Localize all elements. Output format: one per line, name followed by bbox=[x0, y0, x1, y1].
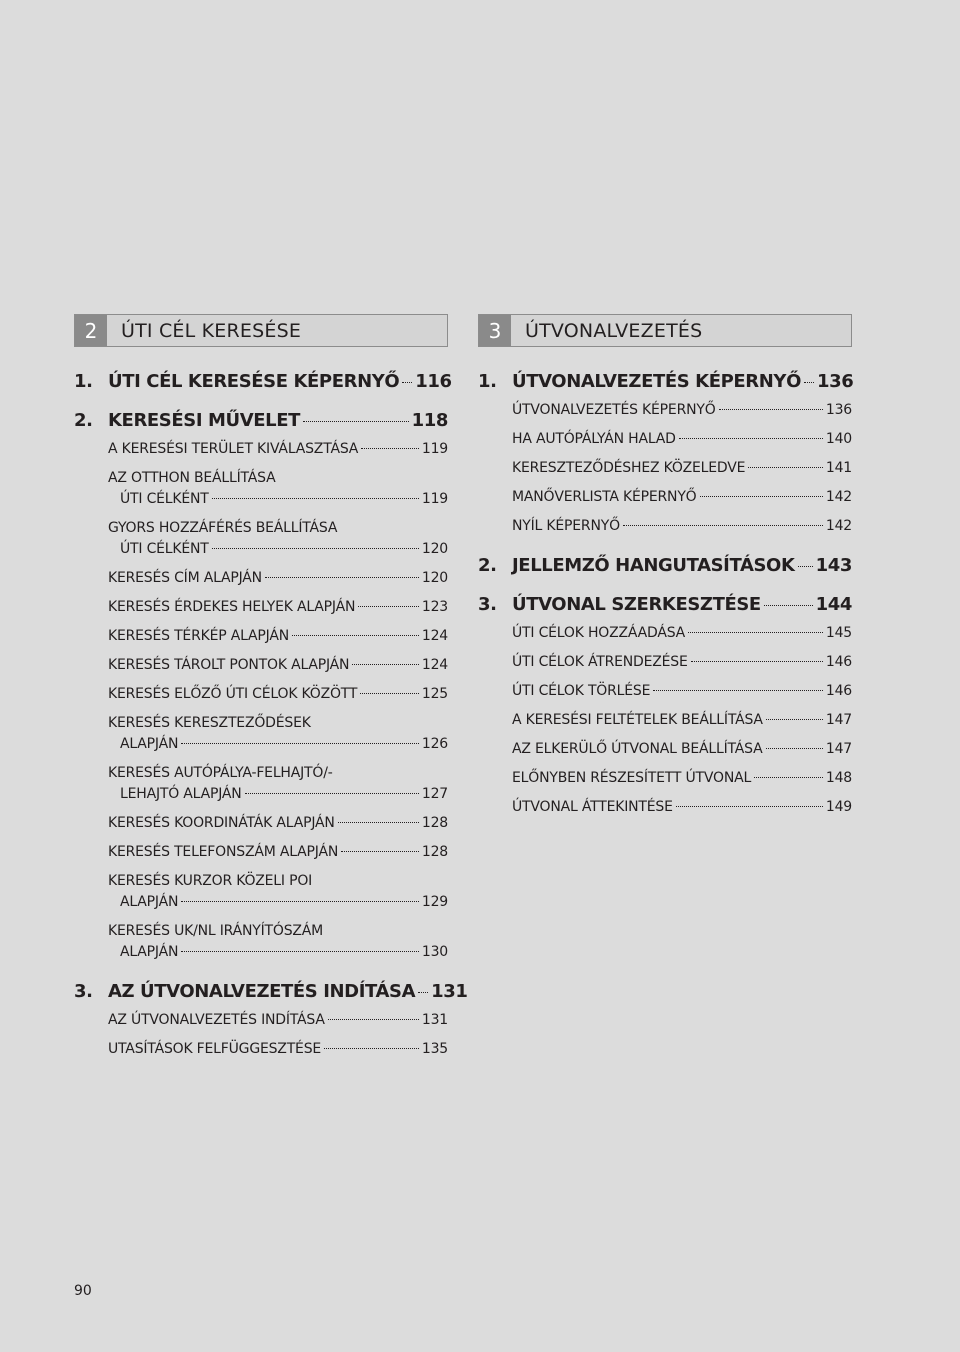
toc-item-link[interactable] bbox=[478, 681, 852, 702]
toc-chapter-link[interactable] bbox=[74, 371, 452, 392]
chapter-number: 2. bbox=[478, 555, 497, 576]
dot-leader bbox=[181, 743, 419, 744]
item-page: 123 bbox=[421, 599, 448, 615]
item-title: AZ OTTHON BEÁLLÍTÁSA bbox=[108, 470, 276, 486]
dot-leader bbox=[766, 719, 823, 720]
item-title-line2: LEHAJTÓ ALAPJÁN bbox=[120, 786, 242, 802]
item-title: AZ ELKERÜLŐ ÚTVONAL BEÁLLÍTÁSA bbox=[512, 741, 763, 757]
dot-leader bbox=[303, 421, 409, 422]
item-page: 131 bbox=[421, 1012, 448, 1028]
item-title: NYÍL KÉPERNYŐ bbox=[512, 518, 620, 534]
toc-item-link[interactable] bbox=[478, 768, 852, 789]
item-title: MANŐVERLISTA KÉPERNYŐ bbox=[512, 489, 697, 505]
dot-leader bbox=[292, 635, 419, 636]
dot-leader bbox=[700, 496, 823, 497]
item-title-line2: ÚTI CÉLKÉNT bbox=[120, 491, 209, 507]
dot-leader bbox=[798, 566, 813, 567]
toc-item-link[interactable] bbox=[74, 518, 448, 560]
item-title: KERESZTEZŐDÉSHEZ KÖZELEDVE bbox=[512, 460, 746, 476]
toc-item-link[interactable] bbox=[478, 429, 852, 450]
dot-leader bbox=[338, 822, 419, 823]
toc-item-link[interactable] bbox=[74, 921, 448, 963]
item-title: ÚTVONAL ÁTTEKINTÉSE bbox=[512, 799, 673, 815]
toc-item-link[interactable] bbox=[74, 813, 448, 834]
toc-item-link[interactable] bbox=[478, 458, 852, 479]
dot-leader bbox=[360, 693, 419, 694]
item-title-line2: ÚTI CÉLKÉNT bbox=[120, 541, 209, 557]
dot-leader bbox=[754, 777, 823, 778]
chapter-number: 3. bbox=[74, 981, 93, 1002]
item-page: 120 bbox=[421, 541, 448, 557]
item-page: 147 bbox=[825, 712, 852, 728]
section-title: ÚTVONALVEZETÉS bbox=[525, 319, 703, 342]
item-page: 142 bbox=[825, 489, 852, 505]
item-page: 145 bbox=[825, 625, 852, 641]
chapter-title: AZ ÚTVONALVEZETÉS INDÍTÁSA bbox=[108, 981, 416, 1002]
item-page: 136 bbox=[825, 402, 852, 418]
item-title: KERESÉS KURZOR KÖZELI POI bbox=[108, 873, 313, 889]
item-title: GYORS HOZZÁFÉRÉS BEÁLLÍTÁSA bbox=[108, 520, 338, 536]
toc-item-link[interactable] bbox=[74, 468, 448, 510]
item-page: 125 bbox=[421, 686, 448, 702]
toc-item-link[interactable] bbox=[478, 797, 852, 818]
item-title-line2: ALAPJÁN bbox=[120, 894, 179, 910]
item-title-continued bbox=[108, 784, 448, 805]
item-page: 119 bbox=[421, 491, 448, 507]
chapter-title: KERESÉSI MŰVELET bbox=[108, 410, 300, 431]
dot-leader bbox=[352, 664, 419, 665]
item-page: 129 bbox=[421, 894, 448, 910]
toc-chapter-link[interactable] bbox=[478, 555, 852, 576]
item-title-continued bbox=[108, 734, 448, 755]
dot-leader bbox=[358, 606, 419, 607]
item-title: KERESÉS TÁROLT PONTOK ALAPJÁN bbox=[108, 657, 350, 673]
chapter-page: 118 bbox=[411, 410, 448, 431]
item-title: KERESÉS ÉRDEKES HELYEK ALAPJÁN bbox=[108, 599, 356, 615]
item-page: 126 bbox=[421, 736, 448, 752]
chapter-page: 143 bbox=[815, 555, 852, 576]
item-page: 119 bbox=[421, 441, 448, 457]
dot-leader bbox=[676, 806, 823, 807]
dot-leader bbox=[764, 605, 813, 606]
dot-leader bbox=[212, 498, 419, 499]
toc-item-link[interactable] bbox=[74, 763, 448, 805]
item-page: 135 bbox=[421, 1041, 448, 1057]
item-title: KERESÉS ELŐZŐ ÚTI CÉLOK KÖZÖTT bbox=[108, 686, 358, 702]
item-page: 149 bbox=[825, 799, 852, 815]
item-page: 124 bbox=[421, 628, 448, 644]
item-page: 128 bbox=[421, 815, 448, 831]
item-title-continued bbox=[108, 892, 448, 913]
toc-list bbox=[74, 371, 468, 1060]
toc-item-link[interactable] bbox=[478, 487, 852, 508]
item-title: ELŐNYBEN RÉSZESÍTETT ÚTVONAL bbox=[512, 770, 752, 786]
chapter-number: 3. bbox=[478, 594, 497, 615]
item-title: KERESÉS KERESZTEZŐDÉSEK bbox=[108, 715, 311, 731]
item-page: 140 bbox=[825, 431, 852, 447]
chapter-number: 1. bbox=[74, 371, 93, 392]
item-title: ÚTI CÉLOK ÁTRENDEZÉSE bbox=[512, 654, 688, 670]
item-title: KERESÉS CÍM ALAPJÁN bbox=[108, 570, 262, 586]
dot-leader bbox=[402, 382, 412, 383]
toc-item-link[interactable] bbox=[74, 626, 448, 647]
item-page: 120 bbox=[421, 570, 448, 586]
chapter-page: 116 bbox=[415, 371, 452, 392]
dot-leader bbox=[623, 525, 823, 526]
item-page: 146 bbox=[825, 683, 852, 699]
dot-leader bbox=[265, 577, 419, 578]
chapter-page: 131 bbox=[431, 981, 468, 1002]
toc-item-link[interactable] bbox=[478, 400, 852, 421]
dot-leader bbox=[245, 793, 419, 794]
item-title: KERESÉS AUTÓPÁLYA-FELHAJTÓ/- bbox=[108, 765, 333, 781]
chapter-page: 144 bbox=[815, 594, 852, 615]
toc-column-left bbox=[74, 314, 468, 1068]
item-title-continued bbox=[108, 489, 448, 510]
chapter-number: 2. bbox=[74, 410, 93, 431]
item-title: AZ ÚTVONALVEZETÉS INDÍTÁSA bbox=[108, 1012, 325, 1028]
section-header bbox=[478, 314, 852, 347]
item-page: 148 bbox=[825, 770, 852, 786]
dot-leader bbox=[328, 1019, 419, 1020]
section-header bbox=[74, 314, 448, 347]
item-page: 127 bbox=[421, 786, 448, 802]
dot-leader bbox=[719, 409, 823, 410]
section-number: 3 bbox=[479, 315, 511, 346]
toc-item-link[interactable] bbox=[478, 623, 852, 644]
dot-leader bbox=[748, 467, 823, 468]
section-number: 2 bbox=[75, 315, 107, 346]
toc-item-link[interactable] bbox=[74, 568, 448, 589]
item-title: A KERESÉSI TERÜLET KIVÁLASZTÁSA bbox=[108, 441, 359, 457]
toc-item-link[interactable] bbox=[74, 1039, 448, 1060]
dot-leader bbox=[766, 748, 823, 749]
dot-leader bbox=[679, 438, 823, 439]
item-title: KERESÉS UK/NL IRÁNYÍTÓSZÁM bbox=[108, 923, 324, 939]
dot-leader bbox=[804, 382, 814, 383]
dot-leader bbox=[688, 632, 823, 633]
item-title: UTASÍTÁSOK FELFÜGGESZTÉSE bbox=[108, 1041, 322, 1057]
chapter-title: ÚTVONALVEZETÉS KÉPERNYŐ bbox=[512, 371, 801, 392]
dot-leader bbox=[341, 851, 419, 852]
item-page: 141 bbox=[825, 460, 852, 476]
page-number: 90 bbox=[74, 1283, 92, 1299]
dot-leader bbox=[691, 661, 823, 662]
toc-item-link[interactable] bbox=[74, 684, 448, 705]
dot-leader bbox=[653, 690, 823, 691]
toc-item-link[interactable] bbox=[74, 655, 448, 676]
item-page: 130 bbox=[421, 944, 448, 960]
toc-item-link[interactable] bbox=[74, 597, 448, 618]
toc-item-link[interactable] bbox=[478, 516, 852, 537]
toc-column-right bbox=[478, 314, 852, 826]
item-page: 146 bbox=[825, 654, 852, 670]
dot-leader bbox=[361, 448, 419, 449]
toc-item-link[interactable] bbox=[74, 713, 448, 755]
item-title: KERESÉS KOORDINÁTÁK ALAPJÁN bbox=[108, 815, 335, 831]
item-page: 147 bbox=[825, 741, 852, 757]
section-title: ÚTI CÉL KERESÉSE bbox=[121, 319, 302, 342]
dot-leader bbox=[212, 548, 419, 549]
toc-chapter-link[interactable] bbox=[478, 371, 852, 392]
toc-item-link[interactable] bbox=[478, 710, 852, 731]
item-title-continued bbox=[108, 539, 448, 560]
item-title: A KERESÉSI FELTÉTELEK BEÁLLÍTÁSA bbox=[512, 712, 763, 728]
item-title-line2: ALAPJÁN bbox=[120, 736, 179, 752]
chapter-page: 136 bbox=[816, 371, 854, 392]
item-title: KERESÉS TELEFONSZÁM ALAPJÁN bbox=[108, 844, 339, 860]
toc-item-link[interactable] bbox=[74, 439, 448, 460]
toc-chapter-link[interactable] bbox=[74, 981, 468, 1002]
item-title-line2: ALAPJÁN bbox=[120, 944, 179, 960]
dot-leader bbox=[181, 901, 419, 902]
dot-leader bbox=[181, 951, 419, 952]
chapter-number: 1. bbox=[478, 371, 497, 392]
item-title: ÚTI CÉLOK TÖRLÉSE bbox=[512, 683, 651, 699]
item-page: 124 bbox=[421, 657, 448, 673]
item-title: ÚTI CÉLOK HOZZÁADÁSA bbox=[512, 625, 686, 641]
toc-item-link[interactable] bbox=[478, 652, 852, 673]
chapter-title: JELLEMZŐ HANGUTASÍTÁSOK bbox=[512, 555, 795, 576]
toc-item-link[interactable] bbox=[74, 842, 448, 863]
item-title: ÚTVONALVEZETÉS KÉPERNYŐ bbox=[512, 402, 716, 418]
toc-chapter-link[interactable] bbox=[478, 594, 852, 615]
toc-item-link[interactable] bbox=[478, 739, 852, 760]
item-title: HA AUTÓPÁLYÁN HALAD bbox=[512, 431, 676, 447]
item-page: 128 bbox=[421, 844, 448, 860]
item-title: KERESÉS TÉRKÉP ALAPJÁN bbox=[108, 628, 289, 644]
dot-leader bbox=[418, 992, 428, 993]
toc-item-link[interactable] bbox=[74, 1010, 448, 1031]
dot-leader bbox=[324, 1048, 419, 1049]
chapter-title: ÚTI CÉL KERESÉSE KÉPERNYŐ bbox=[108, 371, 400, 392]
toc-item-link[interactable] bbox=[74, 871, 448, 913]
toc-chapter-link[interactable] bbox=[74, 410, 448, 431]
toc-list bbox=[478, 371, 852, 818]
item-title-continued bbox=[108, 942, 448, 963]
chapter-title: ÚTVONAL SZERKESZTÉSE bbox=[512, 594, 761, 615]
item-page: 142 bbox=[825, 518, 852, 534]
